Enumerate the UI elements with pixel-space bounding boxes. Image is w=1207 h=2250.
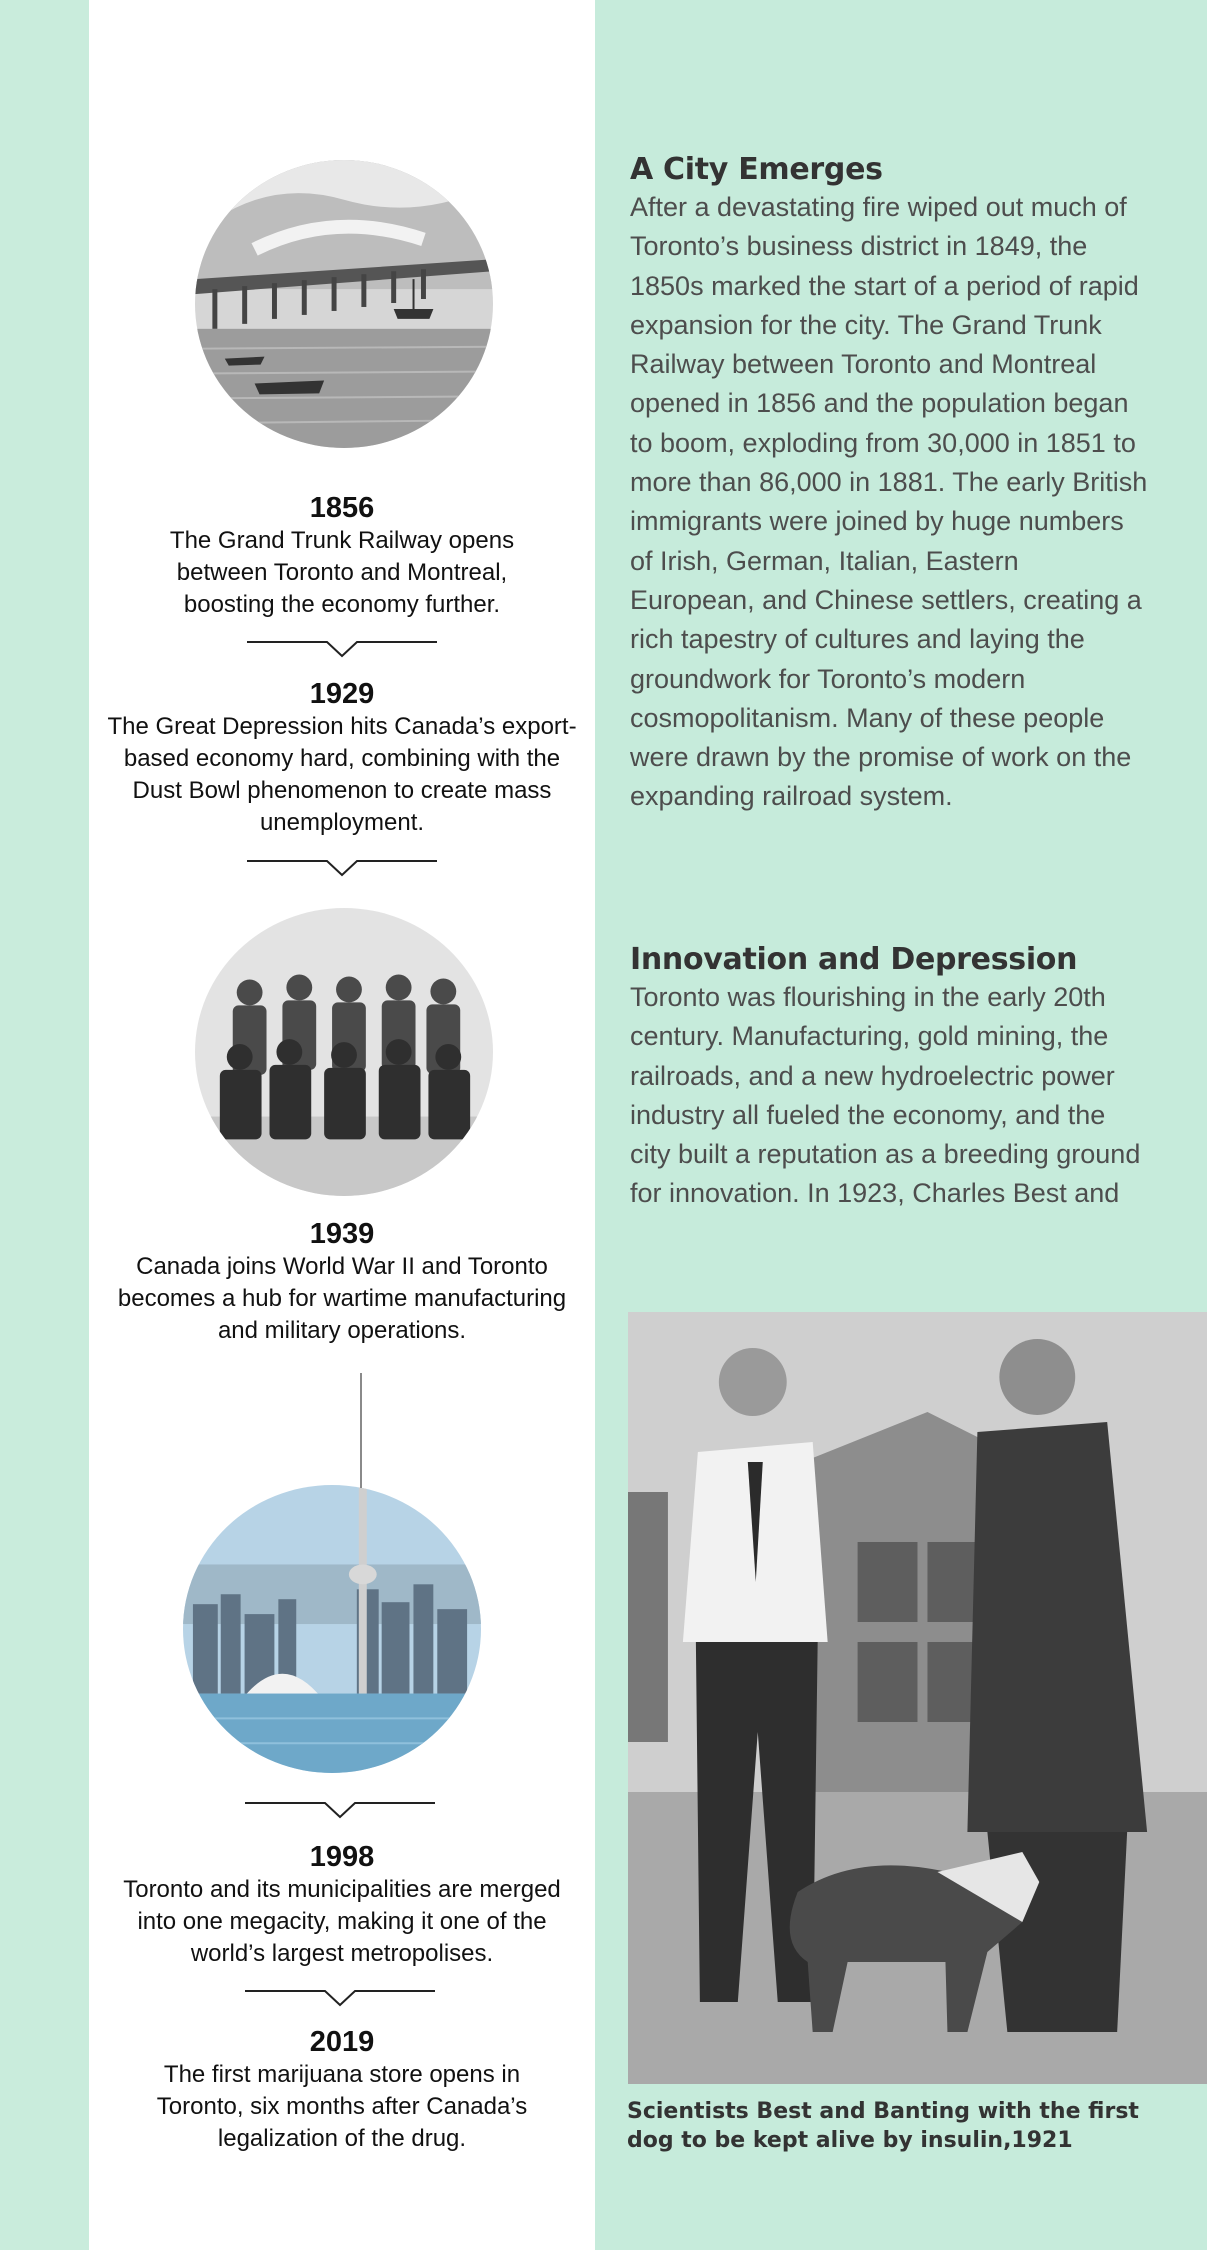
- best-banting-photo: [628, 1312, 1207, 2084]
- section-body: Toronto was flourishing in the early 20th century. Manufacturing, gold mining, the railroads, and a new hydroelectric power industry all fueled the economy, and the city built a reputation as a breeding ground for innovation. In 1923, Charles Best and: [630, 982, 1141, 1209]
- soldiers-group-image: [195, 908, 493, 1196]
- timeline-event-2019: [89, 2025, 595, 2155]
- section-innovation-and-depression: [630, 942, 1150, 1214]
- timeline-divider: [245, 1799, 435, 1821]
- event-description: Canada joins World War II and Toronto becomes a hub for wartime manufacturing and military operations.: [117, 1253, 567, 1344]
- event-year: 1929: [309, 678, 375, 710]
- timeline-event-1998: [89, 1840, 595, 1970]
- section-heading: A City Emerges: [630, 152, 883, 187]
- timeline-event-1939: [89, 1217, 595, 1347]
- section-heading: Innovation and Depression: [630, 942, 1078, 977]
- event-year: 1998: [309, 1841, 375, 1873]
- cn-tower-antenna-icon: [356, 1373, 366, 1488]
- railway-bridge-image: [195, 160, 493, 448]
- timeline-divider: [245, 1987, 435, 2009]
- timeline-event-1929: [89, 677, 595, 839]
- timeline-divider: [247, 857, 437, 879]
- event-year: 2019: [309, 2026, 375, 2058]
- event-year: 1856: [309, 492, 375, 524]
- timeline-divider: [247, 638, 437, 660]
- event-description: Toronto and its municipalities are merged into one megacity, making it one of the world’s largest metropolises.: [123, 1876, 561, 1967]
- timeline-event-1856: [89, 491, 595, 621]
- section-a-city-emerges: [630, 152, 1150, 817]
- photo-caption: Scientists Best and Banting with the first dog to be kept alive by insulin,1921: [627, 2099, 1139, 2153]
- toronto-skyline-image: [183, 1485, 481, 1773]
- event-description: The Great Depression hits Canada’s export-based economy hard, combining with the Dust Bowl phenomenon to create mass unemployment.: [107, 713, 577, 836]
- section-body: After a devastating fire wiped out much of Toronto’s business district in 1849, the 1850s marked the start of a period of rapid expansion for the city. The Grand Trunk Railway between Toronto and Montreal opened in 1856 and the population began to boom, exploding from 30,000 in 1851 to more than 86,000 in 1881. The early British immigrants were joined by huge numbers of Irish, German, Italian, Eastern European, and Chinese settlers, creating a rich tapestry of cultures and laying the groundwork for Toronto’s modern cosmopolitanism. Many of these people were drawn by the promise of work on the expanding railroad system.: [630, 192, 1148, 812]
- event-description: The first marijuana store opens in Toronto, six months after Canada’s legalization of the drug.: [156, 2061, 528, 2152]
- event-year: 1939: [309, 1218, 375, 1250]
- event-description: The Grand Trunk Railway opens between Toronto and Montreal, boosting the economy further.: [169, 527, 515, 618]
